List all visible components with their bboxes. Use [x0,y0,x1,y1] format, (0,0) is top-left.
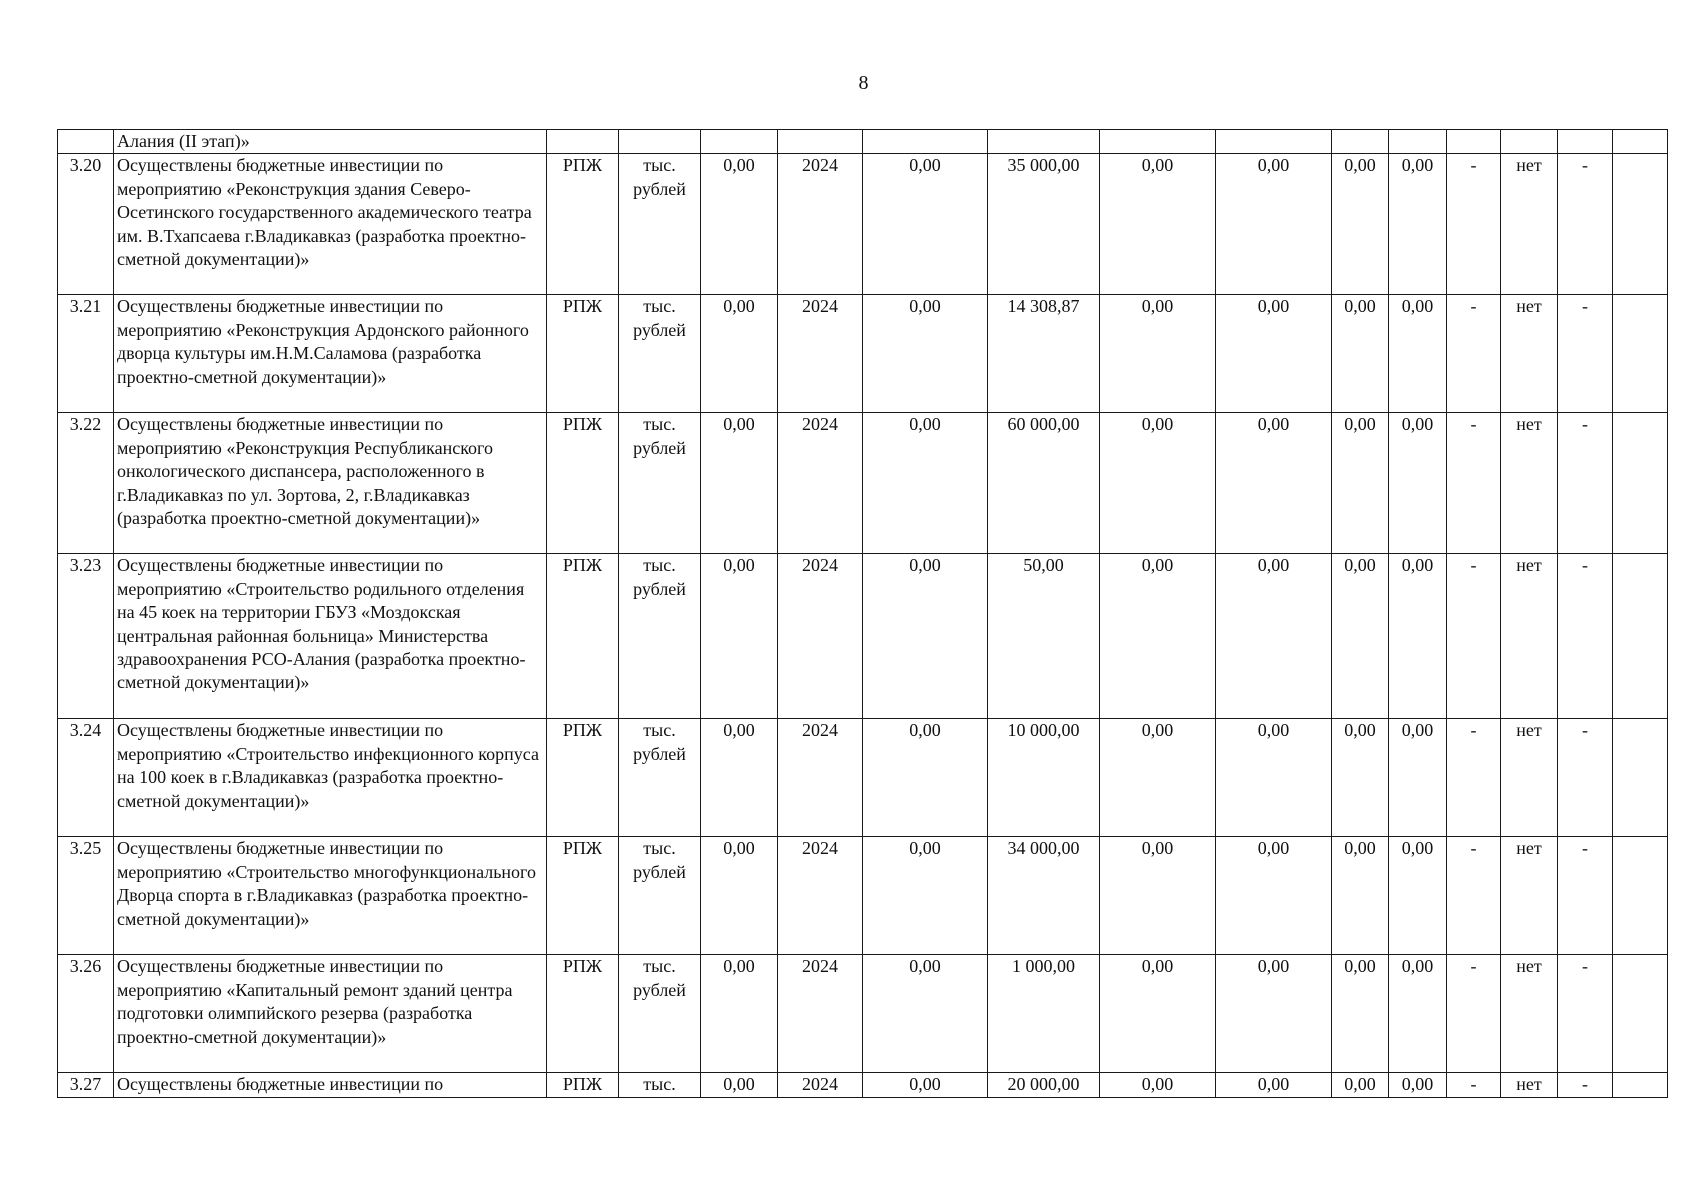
cell-name: Осуществлены бюджетные инвестиции по мероприятию «Строительство инфекционного корпуса на 100 коек в г.Владикавказ (разработка проектно-сметной документации)» [114,719,547,837]
cell-value: 0,00 [1389,837,1447,955]
cell-value: 0,00 [1332,295,1389,413]
cell-rpzh: РПЖ [547,295,619,413]
cell-dash: - [1558,719,1613,837]
cell-value [1332,130,1389,154]
cell-dash: - [1447,295,1501,413]
cell-year [778,130,863,154]
cell-value: 1 000,00 [988,955,1100,1073]
cell-empty [1613,837,1668,955]
cell-value: 0,00 [1389,413,1447,554]
cell-dash: - [1447,719,1501,837]
cell-year: 2024 [778,955,863,1073]
table-row [58,413,1668,554]
cell-dash [1558,130,1613,154]
cell-dash: - [1447,154,1501,295]
cell-value: 50,00 [988,554,1100,719]
cell-value: 0,00 [1100,154,1216,295]
cell-flag: нет [1501,295,1558,413]
cell-unit [619,130,701,154]
table-row [58,130,1668,154]
cell-value: 0,00 [1389,1073,1447,1097]
cell-value: 0,00 [701,1073,778,1097]
cell-value: 0,00 [1216,955,1332,1073]
cell-value: 0,00 [701,154,778,295]
cell-rpzh: РПЖ [547,154,619,295]
cell-name: Осуществлены бюджетные инвестиции по мероприятию «Капитальный ремонт зданий центра подготовки олимпийского резерва (разработка проектно-сметной документации)» [114,955,547,1073]
cell-rpzh: РПЖ [547,1073,619,1097]
cell-dash: - [1558,1073,1613,1097]
cell-rpzh: РПЖ [547,837,619,955]
cell-empty [1613,154,1668,295]
page-number: 8 [858,72,869,94]
cell-value: 60 000,00 [988,413,1100,554]
cell-value: 0,00 [1389,554,1447,719]
cell-dash [1447,130,1501,154]
cell-value: 0,00 [1332,154,1389,295]
cell-year: 2024 [778,295,863,413]
cell-dash: - [1447,837,1501,955]
table-row [58,154,1668,295]
cell-empty [1613,554,1668,719]
table-row [58,295,1668,413]
cell-dash: - [1447,554,1501,719]
table-row [58,837,1668,955]
cell-name: Осуществлены бюджетные инвестиции по мероприятию «Реконструкция Республиканского онкологического диспансера, расположенного в г.Владикавказ по ул. Зортова, 2, г.Владикавказ (разработка проектно-сметной документации)» [114,413,547,554]
cell-value: 0,00 [701,955,778,1073]
cell-name: Осуществлены бюджетные инвестиции по [114,1073,547,1097]
cell-value: 0,00 [1216,413,1332,554]
cell-value: 0,00 [1332,955,1389,1073]
cell-value [1389,130,1447,154]
cell-value [1216,130,1332,154]
cell-value: 34 000,00 [988,837,1100,955]
cell-flag: нет [1501,955,1558,1073]
cell-value: 0,00 [1216,295,1332,413]
cell-value: 14 308,87 [988,295,1100,413]
cell-value [863,130,988,154]
table-row [58,955,1668,1073]
cell-value: 0,00 [1100,554,1216,719]
cell-year: 2024 [778,719,863,837]
cell-value: 10 000,00 [988,719,1100,837]
cell-value: 0,00 [1332,719,1389,837]
cell-unit: тыс. рублей [619,837,701,955]
cell-value: 0,00 [863,154,988,295]
cell-num: 3.27 [58,1073,114,1097]
cell-num: 3.24 [58,719,114,837]
cell-dash: - [1558,955,1613,1073]
cell-flag [1501,130,1558,154]
cell-value: 0,00 [701,719,778,837]
cell-num: 3.23 [58,554,114,719]
cell-value: 0,00 [1100,837,1216,955]
cell-rpzh: РПЖ [547,719,619,837]
cell-name: Алания (II этап)» [114,130,547,154]
cell-value: 0,00 [1389,955,1447,1073]
cell-value [1100,130,1216,154]
cell-value: 0,00 [863,719,988,837]
table-row [58,719,1668,837]
cell-value: 0,00 [701,413,778,554]
cell-empty [1613,719,1668,837]
cell-value: 0,00 [1100,955,1216,1073]
cell-num: 3.25 [58,837,114,955]
cell-value: 0,00 [1216,719,1332,837]
cell-value: 35 000,00 [988,154,1100,295]
cell-rpzh: РПЖ [547,554,619,719]
cell-dash: - [1558,837,1613,955]
cell-year: 2024 [778,554,863,719]
cell-dash: - [1558,154,1613,295]
cell-value: 0,00 [863,955,988,1073]
cell-empty [1613,1073,1668,1097]
cell-unit: тыс. рублей [619,154,701,295]
cell-value [988,130,1100,154]
table-row [58,1073,1668,1097]
cell-unit: тыс. рублей [619,554,701,719]
cell-year: 2024 [778,154,863,295]
cell-value: 0,00 [1100,1073,1216,1097]
cell-value: 0,00 [1332,413,1389,554]
cell-dash: - [1447,1073,1501,1097]
cell-year: 2024 [778,1073,863,1097]
cell-value: 0,00 [1100,413,1216,554]
cell-name: Осуществлены бюджетные инвестиции по мероприятию «Строительство родильного отделения на 45 коек на территории ГБУЗ «Моздокская центральная районная больница» Министерства здравоохранения РСО-Алания (разработка проектно-сметной документации)» [114,554,547,719]
cell-flag: нет [1501,1073,1558,1097]
cell-num: 3.20 [58,154,114,295]
cell-value: 0,00 [1216,837,1332,955]
cell-value: 20 000,00 [988,1073,1100,1097]
cell-value: 0,00 [863,1073,988,1097]
cell-value: 0,00 [863,413,988,554]
cell-name: Осуществлены бюджетные инвестиции по мероприятию «Строительство многофункционального Дворца спорта в г.Владикавказ (разработка проектно-сметной документации)» [114,837,547,955]
cell-year: 2024 [778,837,863,955]
cell-dash: - [1447,955,1501,1073]
cell-unit: тыс. рублей [619,295,701,413]
cell-num [58,130,114,154]
cell-rpzh [547,130,619,154]
cell-value: 0,00 [863,295,988,413]
cell-empty [1613,413,1668,554]
cell-year: 2024 [778,413,863,554]
cell-value: 0,00 [1332,554,1389,719]
cell-value [701,130,778,154]
indicators-table [57,129,1668,1098]
cell-unit: тыс. рублей [619,955,701,1073]
cell-flag: нет [1501,719,1558,837]
cell-dash: - [1558,295,1613,413]
cell-value: 0,00 [1216,1073,1332,1097]
cell-value: 0,00 [1332,837,1389,955]
cell-flag: нет [1501,554,1558,719]
cell-value: 0,00 [1216,154,1332,295]
cell-value: 0,00 [1332,1073,1389,1097]
cell-unit: тыс. рублей [619,413,701,554]
cell-value: 0,00 [701,837,778,955]
cell-rpzh: РПЖ [547,413,619,554]
cell-value: 0,00 [1216,554,1332,719]
cell-empty [1613,295,1668,413]
cell-value: 0,00 [1100,719,1216,837]
cell-flag: нет [1501,837,1558,955]
cell-dash: - [1447,413,1501,554]
cell-name: Осуществлены бюджетные инвестиции по мероприятию «Реконструкция здания Северо-Осетинского государственного академического театра им. В.Тхапсаева г.Владикавказ (разработка проектно-сметной документации)» [114,154,547,295]
table-row [58,554,1668,719]
cell-num: 3.22 [58,413,114,554]
cell-value: 0,00 [701,295,778,413]
cell-unit: тыс. рублей [619,719,701,837]
cell-flag: нет [1501,413,1558,554]
cell-empty [1613,955,1668,1073]
cell-num: 3.26 [58,955,114,1073]
cell-num: 3.21 [58,295,114,413]
cell-unit: тыс. [619,1073,701,1097]
cell-dash: - [1558,413,1613,554]
cell-value: 0,00 [1389,719,1447,837]
cell-value: 0,00 [863,837,988,955]
cell-flag: нет [1501,154,1558,295]
cell-value: 0,00 [863,554,988,719]
cell-value: 0,00 [1389,295,1447,413]
cell-dash: - [1558,554,1613,719]
cell-name: Осуществлены бюджетные инвестиции по мероприятию «Реконструкция Ардонского районного дворца культуры им.Н.М.Саламова (разработка проектно-сметной документации)» [114,295,547,413]
cell-rpzh: РПЖ [547,955,619,1073]
cell-empty [1613,130,1668,154]
cell-value: 0,00 [1100,295,1216,413]
cell-value: 0,00 [1389,154,1447,295]
cell-value: 0,00 [701,554,778,719]
